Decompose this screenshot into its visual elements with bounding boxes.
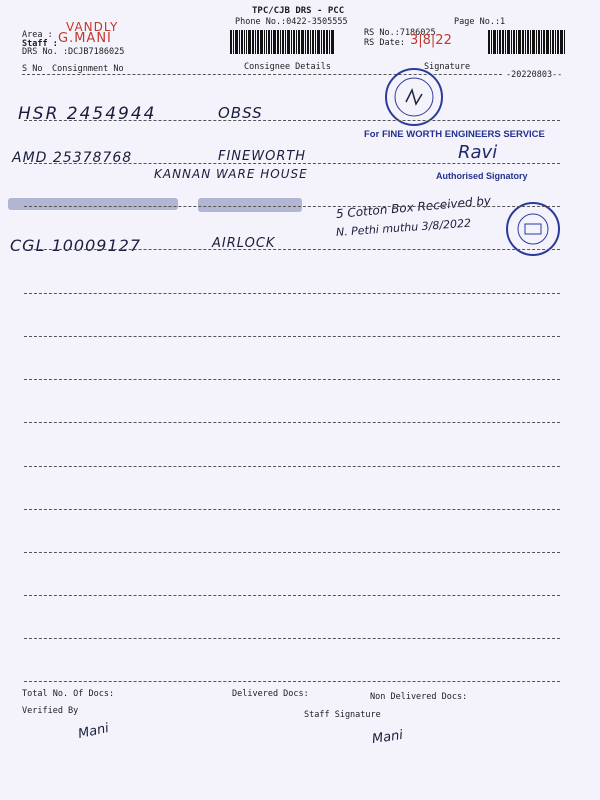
rs-date-value: 3|8|22 xyxy=(410,33,452,48)
entry-1-consignment: HSR 2454944 xyxy=(18,104,157,124)
ruled-line xyxy=(24,293,560,294)
barcode-left xyxy=(230,30,360,54)
staff-label: Staff : xyxy=(22,39,58,49)
non-delivered-docs-label: Non Delivered Docs: xyxy=(370,692,468,702)
entry-2-consignee: FINEWORTH xyxy=(218,149,307,164)
received-note-line-2: N. Pethi muthu 3/8/2022 xyxy=(335,216,472,239)
ruled-line xyxy=(24,681,560,682)
verified-by-label: Verified By xyxy=(22,706,79,716)
entry-1-consignee: OBSS xyxy=(218,104,263,122)
entry-2-consignment: AMD 25378768 xyxy=(12,150,133,166)
ruled-line xyxy=(24,552,560,553)
column-consignee-details: Consignee Details xyxy=(244,62,331,72)
staff-value: G.MANI xyxy=(58,31,112,46)
barcode-right xyxy=(488,30,588,54)
fineworth-signature: Ravi xyxy=(458,142,498,163)
fineworth-authorised-signatory: Authorised Signatory xyxy=(436,171,528,181)
verified-by-signature: Mani xyxy=(76,720,111,743)
entry-3-consignment: CGL 10009127 xyxy=(10,236,142,255)
ruled-line xyxy=(24,595,560,596)
drs-number: DRS No. :DCJB7186025 xyxy=(22,47,125,57)
ruled-line xyxy=(24,466,560,467)
ruled-line xyxy=(24,206,560,207)
rs-date-label: RS Date: xyxy=(364,38,405,48)
entry-3-consignee: AIRLOCK xyxy=(212,236,276,251)
area-label: Area : xyxy=(22,30,53,40)
ruled-line xyxy=(24,509,560,510)
ruled-line xyxy=(24,638,560,639)
staff-signature-mark: Mani xyxy=(371,727,404,748)
ruled-line xyxy=(24,336,560,337)
column-s-no: S No xyxy=(22,64,43,74)
total-docs-label: Total No. Of Docs: xyxy=(22,689,115,699)
column-signature: Signature xyxy=(424,62,471,72)
redacted-consignee xyxy=(198,198,302,212)
ruled-line xyxy=(24,249,560,250)
rs-number: RS No.:7186025 xyxy=(364,28,436,38)
redacted-consignment xyxy=(8,198,178,210)
ruled-line xyxy=(24,379,560,380)
entry-2-extra: KANNAN WARE HOUSE xyxy=(154,167,308,181)
delivered-docs-label: Delivered Docs: xyxy=(232,689,309,699)
ruled-line xyxy=(24,163,560,164)
staff-signature-label: Staff Signature xyxy=(304,710,381,720)
received-note-line-1: 5 Cotton Box Received by xyxy=(335,193,492,221)
phone-number: Phone No.:0422-3505555 xyxy=(235,17,348,27)
ruled-line xyxy=(24,120,560,121)
document-title: TPC/CJB DRS - PCC xyxy=(252,6,345,16)
date-code: -20220803-- xyxy=(506,70,563,80)
ruled-line xyxy=(24,422,560,423)
column-consignment-no: Consignment No xyxy=(52,64,124,74)
fineworth-company-stamp: For FINE WORTH ENGINEERS SERVICE xyxy=(364,129,545,140)
page-number: Page No.:1 xyxy=(454,17,506,27)
area-value: VANDLY xyxy=(66,20,119,34)
